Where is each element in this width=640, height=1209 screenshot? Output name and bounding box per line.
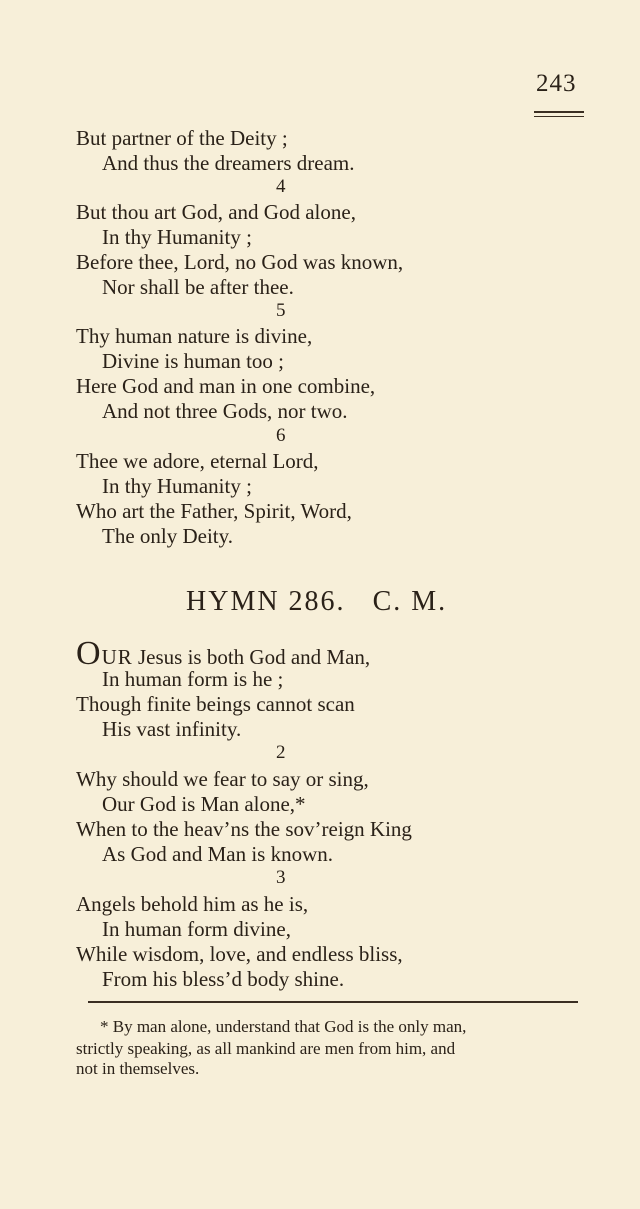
hymn-number: HYMN 286.: [186, 586, 346, 617]
footnote-rule: [88, 1001, 578, 1003]
verse-line: In human form divine,: [102, 917, 291, 941]
verse-number: 6: [276, 425, 286, 446]
verse-line: In thy Humanity ;: [102, 225, 252, 249]
verse-line: Why should we fear to say or sing,: [76, 767, 369, 791]
first-word-caps: UR: [101, 645, 133, 669]
verse-line: But thou art God, and God alone,: [76, 200, 356, 224]
verse-line: Nor shall be after thee.: [102, 275, 294, 299]
verse-number: 5: [276, 300, 286, 321]
footnote-line: not in themselves.: [76, 1059, 200, 1078]
verse-line: And thus the dreamers dream.: [102, 151, 355, 175]
verse-line: Thy human nature is divine,: [76, 324, 313, 348]
verse-line: Thee we adore, eternal Lord,: [76, 449, 319, 473]
verse-number: 4: [276, 176, 286, 197]
verse-line: Though finite beings cannot scan: [76, 692, 355, 716]
footnote: [76, 1016, 592, 1037]
footnote-line: By man alone, understand that God is the only man,: [112, 1017, 467, 1036]
verse-line: In thy Humanity ;: [102, 474, 252, 498]
hymn-title: [186, 586, 447, 618]
verse-line: When to the heav’ns the sov’reign King: [76, 817, 412, 841]
verse-line: Angels behold him as he is,: [76, 892, 309, 916]
verse-line: His vast infinity.: [102, 717, 242, 741]
footnote-marker: *: [100, 1017, 109, 1036]
verse-number: 2: [276, 742, 286, 763]
first-line-text: Jesus is both God and Man,: [138, 645, 371, 669]
verse-line: And not three Gods, nor two.: [102, 399, 348, 423]
header-rule-thin: [534, 116, 584, 117]
verse-line: The only Deity.: [102, 524, 234, 548]
verse-line: Here God and man in one combine,: [76, 374, 376, 398]
verse-number: 3: [276, 867, 286, 888]
verse-line: Before thee, Lord, no God was known,: [76, 250, 404, 274]
verse-line: As God and Man is known.: [102, 842, 333, 866]
verse-line: From his bless’d body shine.: [102, 967, 345, 991]
verse-line: But partner of the Deity ;: [76, 126, 288, 150]
page-number: 243: [536, 70, 577, 97]
verse-line: [76, 635, 371, 672]
verse-line: Our God is Man alone,*: [102, 792, 306, 816]
verse-line: In human form is he ;: [102, 667, 284, 691]
verse-line: While wisdom, love, and endless bliss,: [76, 942, 403, 966]
verse-line: Divine is human too ;: [102, 349, 284, 373]
verse-line: Who art the Father, Spirit, Word,: [76, 499, 352, 523]
header-rule: [534, 111, 584, 113]
drop-cap: O: [76, 635, 102, 672]
hymn-meter: C. M.: [372, 586, 448, 617]
footnote-line: strictly speaking, as all mankind are men from him, and: [76, 1039, 456, 1058]
